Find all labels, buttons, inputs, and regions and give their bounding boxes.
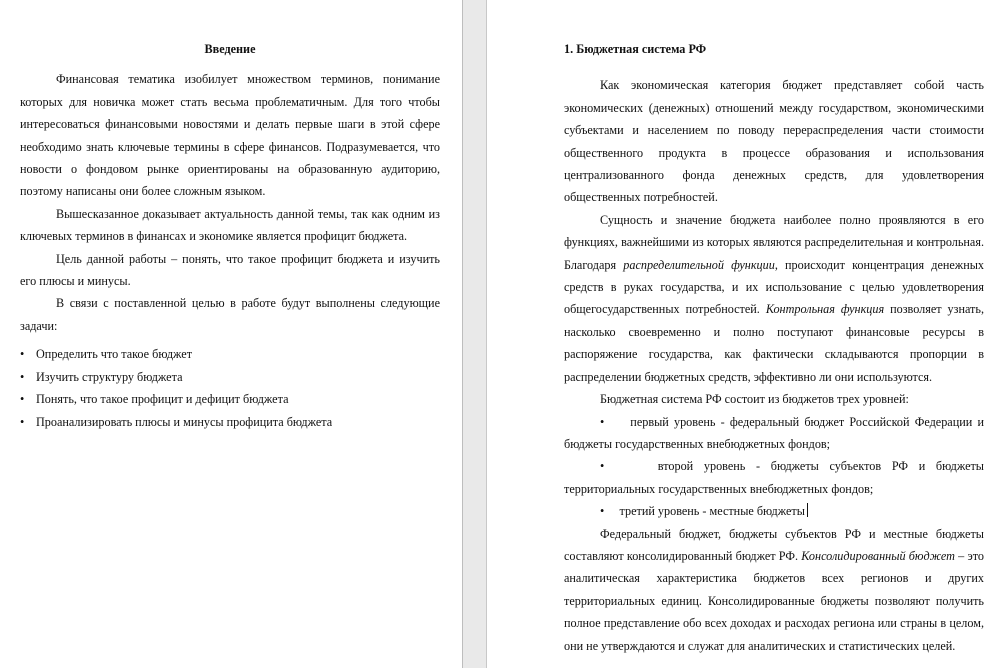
list-item: • Определить что такое бюджет <box>20 343 440 365</box>
list-item: • Проанализировать плюсы и минусы профицита бюджета <box>20 411 440 433</box>
paragraph-3: Цель данной работы – понять, что такое профицит бюджета и изучить его плюсы и минусы. <box>20 251 440 289</box>
paragraph-4: Федеральный бюджет, бюджеты субъектов РФ и местные бюджеты составляют консолидированный бюджет РФ. Консолидированный бюджет – это аналитическая характеристика бюджетов всех регионов и других территориальных единиц. Консолидированные бюджеты позволяют получить полное представление обо всех доходах и расходах региона или страны в целом, они не утверждаются и служат для аналитических и статистических целей. <box>564 526 985 653</box>
page-edge-divider <box>462 0 463 668</box>
bullet-icon: • <box>600 504 605 519</box>
bullet-icon: • <box>20 347 25 362</box>
page-content <box>564 38 984 657</box>
list-item: • второй уровень - бюджеты субъектов РФ и бюджеты территориальных государственных внебюджетных фондов; <box>564 459 984 496</box>
document-page-left <box>0 0 462 668</box>
list-item: • первый уровень - федеральный бюджет Российской Федерации и бюджеты государственных внебюджетных фондов; <box>564 414 984 451</box>
bullet-icon: • <box>20 392 25 407</box>
text-cursor[interactable] <box>807 503 808 517</box>
heading-budget-system: 1. Бюджетная система РФ <box>564 42 707 56</box>
paragraph-4: В связи с поставленной целью в работе будут выполнены следующие задачи: <box>20 296 440 333</box>
paragraph-3: Бюджетная система РФ состоит из бюджетов трех уровней: <box>600 392 909 407</box>
bullet-icon: • <box>20 414 25 429</box>
paragraph-2: Вышесказанное доказывает актуальность данной темы, так как одним из ключевых терминов в финансах и экономике является профицит бюджета. <box>20 206 440 244</box>
page-content <box>20 38 440 433</box>
bullet-icon: • <box>600 414 605 429</box>
heading-introduction: Введение <box>204 42 256 56</box>
page-gutter <box>462 0 487 668</box>
paragraph-2: Сущность и значение бюджета наиболее полно проявляются в его функциях, важнейшими из которых являются распределительная и контрольная. Благодаря распределительной функции, происходит концентрация денежных средств в руках государства, и их использование с целью удовлетворения общегосударственных потребностей. Контрольная функция позволяет узнать, насколько своевременно и полно поступают финансовые ресурсы в распоряжение государства, как фактически складываются пропорции в распределении бюджетных средств, эффективно ли они используются. <box>564 212 985 384</box>
list-item: • третий уровень - местные бюджеты <box>564 500 984 522</box>
paragraph-1: Как экономическая категория бюджет представляет собой часть экономических (денежных) отношений между государством, экономическими субъектами и населением по поводу перераспределения части стоимости общественного продукта в процессе образования и использования централизованного фонда денежных средств, для удовлетворения общественных потребностей. <box>564 78 984 205</box>
task-list <box>20 343 440 433</box>
bullet-icon: • <box>600 459 605 474</box>
list-item: • Понять, что такое профицит и дефицит бюджета <box>20 388 440 410</box>
paragraph-1: Финансовая тематика изобилует множеством терминов, понимание которых для новичка может стать весьма проблематичным. Для того чтобы интересоваться финансовыми новостями и делать первые шаги в этой сфере необходимо знать ключевые термины в сфере финансов. Подразумевается, что новости о фондовом рынке ориентированы на образованную аудиторию, поэтому написаны они более сложным языком. <box>20 72 440 199</box>
bullet-icon: • <box>20 369 25 384</box>
list-item: • Изучить структуру бюджета <box>20 366 440 388</box>
document-page-right <box>487 0 1000 668</box>
